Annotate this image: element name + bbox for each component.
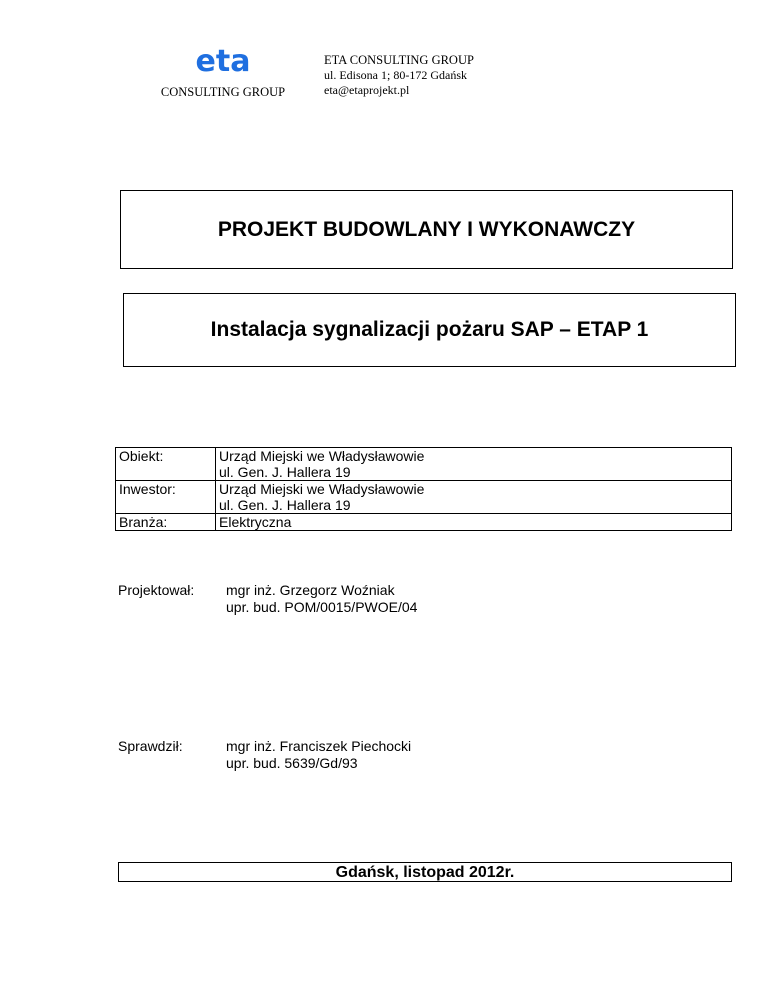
row-value-line: ul. Gen. J. Hallera 19 bbox=[219, 497, 351, 513]
table-row bbox=[116, 514, 732, 531]
row-value bbox=[216, 448, 732, 481]
company-info bbox=[324, 53, 474, 98]
project-type: PROJEKT BUDOWLANY I WYKONAWCZY bbox=[217, 217, 636, 241]
designer-license: upr. bud. POM/0015/PWOE/04 bbox=[226, 599, 418, 615]
row-value bbox=[216, 481, 732, 514]
designed-by-role: Projektował: bbox=[118, 582, 195, 598]
place-date: Gdańsk, listopad 2012r. bbox=[335, 864, 515, 881]
row-label: Inwestor: bbox=[116, 481, 216, 514]
row-label: Branża: bbox=[116, 514, 216, 531]
project-title: Instalacja sygnalizacji pożaru SAP – ETAP 1 bbox=[210, 318, 649, 341]
row-value-line: Elektryczna bbox=[219, 514, 292, 530]
row-value bbox=[216, 514, 732, 531]
row-value-line: Urząd Miejski we Władysławowie bbox=[219, 481, 425, 497]
project-title-box bbox=[123, 293, 736, 367]
company-address: ul. Edisona 1; 80-172 Gdańsk bbox=[324, 68, 467, 82]
checked-by-details bbox=[226, 738, 626, 772]
project-type-box bbox=[120, 190, 733, 269]
place-date-footer bbox=[118, 862, 732, 882]
row-value-line: ul. Gen. J. Hallera 19 bbox=[219, 464, 351, 480]
project-info-table bbox=[115, 447, 732, 531]
company-email: eta@etaprojekt.pl bbox=[324, 83, 410, 97]
company-name: ETA CONSULTING GROUP bbox=[324, 53, 474, 67]
designer-name: mgr inż. Grzegorz Woźniak bbox=[226, 582, 395, 598]
logo-subtitle: CONSULTING GROUP bbox=[160, 85, 286, 99]
logo-mark: eta bbox=[195, 44, 251, 79]
table-row bbox=[116, 448, 732, 481]
company-logo bbox=[148, 46, 298, 100]
checked-by-role: Sprawdził: bbox=[118, 738, 183, 754]
table-row bbox=[116, 481, 732, 514]
row-value-line: Urząd Miejski we Władysławowie bbox=[219, 448, 425, 464]
checker-name: mgr inż. Franciszek Piechocki bbox=[226, 738, 412, 754]
checker-license: upr. bud. 5639/Gd/93 bbox=[226, 755, 358, 771]
row-label: Obiekt: bbox=[116, 448, 216, 481]
designed-by-details bbox=[226, 582, 626, 616]
